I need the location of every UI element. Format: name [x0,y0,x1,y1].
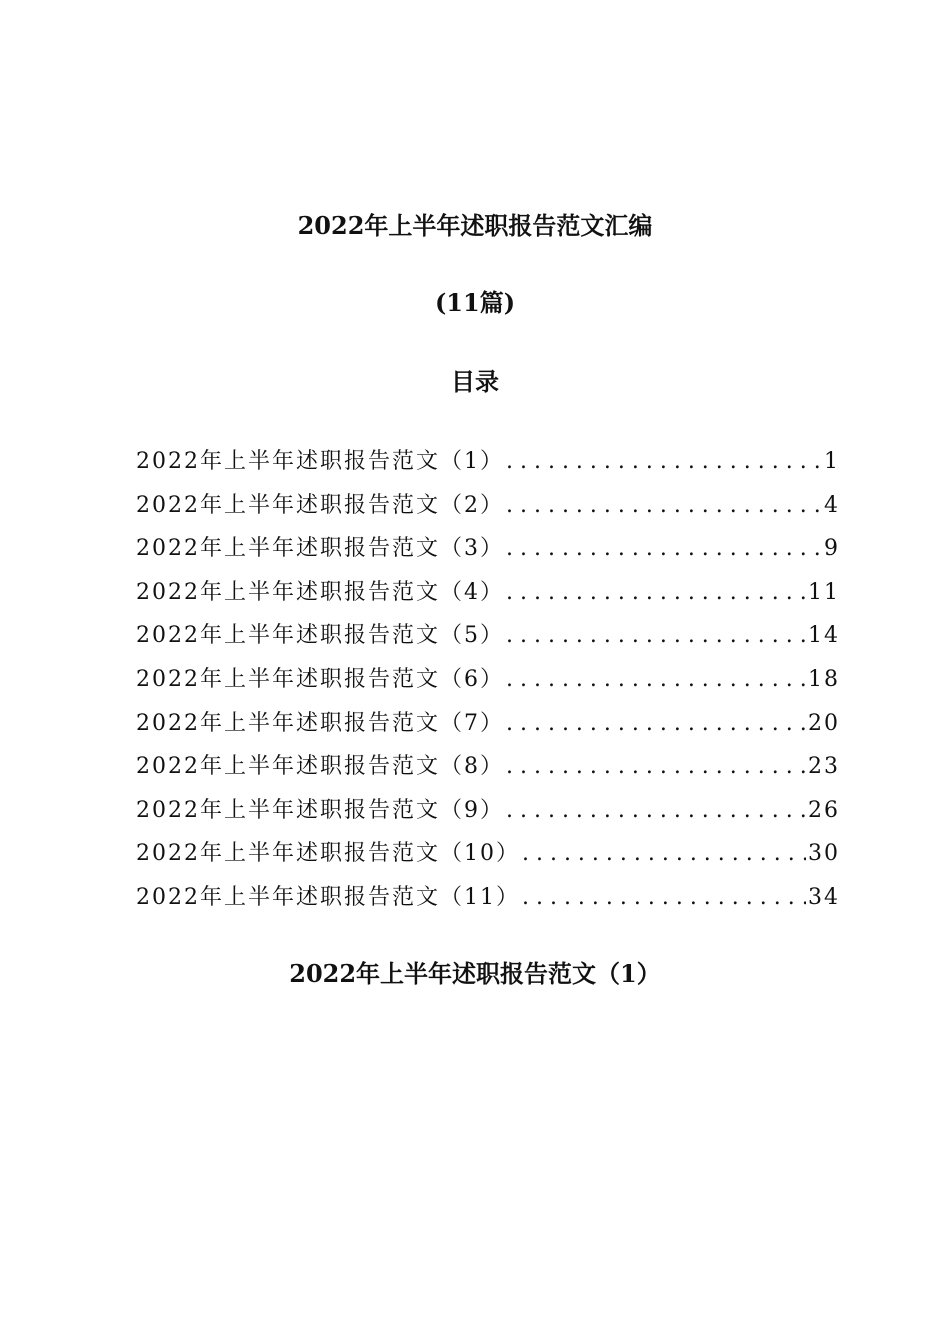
toc-entry-page: 1 [824,449,840,474]
toc-entry-page: 30 [808,841,840,867]
toc-entry-label: 2022年上半年述职报告范文（4） [136,579,504,605]
toc-leader-dots [506,536,822,561]
toc-entry-10[interactable] [136,836,840,880]
toc-entry-label: 2022年上半年述职报告范文（9） [136,797,504,823]
toc-entry-label: 2022年上半年述职报告范文（1） [136,449,504,474]
toc-entry-6[interactable] [136,662,840,706]
toc-leader-dots [506,493,822,518]
toc-leader-dots [506,711,806,736]
toc-entry-8[interactable] [136,749,840,793]
toc-leader-dots [522,885,806,910]
toc-entry-page: 26 [808,797,840,823]
toc-leader-dots [506,798,806,823]
toc-entry-page: 11 [808,579,840,605]
toc-entry-2[interactable] [136,488,840,532]
toc-entry-5[interactable] [136,618,840,662]
toc-entry-page: 18 [808,666,840,692]
toc-entry-1[interactable] [136,444,840,488]
toc-entry-7[interactable] [136,706,840,750]
toc-entry-4[interactable] [136,575,840,619]
toc-entry-page: 4 [824,492,840,518]
toc-leader-dots [506,580,806,605]
toc-entry-label: 2022年上半年述职报告范文（3） [136,536,504,562]
document-title: 2022年上半年述职报告范文汇编 [297,211,653,240]
toc-entry-label: 2022年上半年述职报告范文（6） [136,666,504,692]
toc-leader-dots [522,841,806,866]
toc-entry-9[interactable] [136,793,840,837]
document-count: (11篇) [434,288,516,317]
toc-entry-page: 34 [808,884,840,910]
toc-entry-label: 2022年上半年述职报告范文（2） [136,492,504,518]
toc-entry-label: 2022年上半年述职报告范文（11） [136,884,520,910]
toc-entry-label: 2022年上半年述职报告范文（7） [136,710,504,736]
toc-entry-page: 14 [808,623,840,649]
toc-leader-dots [506,667,806,692]
toc-leader-dots [506,623,806,648]
toc-leader-dots [506,449,822,474]
toc-heading: 目录 [451,367,499,396]
toc-entry-page: 23 [808,754,840,780]
toc-entry-page: 20 [808,710,840,736]
toc-entry-page: 9 [824,536,840,562]
section-title: 2022年上半年述职报告范文（1） [289,959,661,988]
toc-leader-dots [506,754,806,779]
toc-entry-label: 2022年上半年述职报告范文（8） [136,754,504,780]
toc-entry-label: 2022年上半年述职报告范文（10） [136,841,520,867]
toc-entry-3[interactable] [136,531,840,575]
table-of-contents [136,444,840,924]
toc-entry-label: 2022年上半年述职报告范文（5） [136,623,504,649]
toc-entry-11[interactable] [136,880,840,924]
